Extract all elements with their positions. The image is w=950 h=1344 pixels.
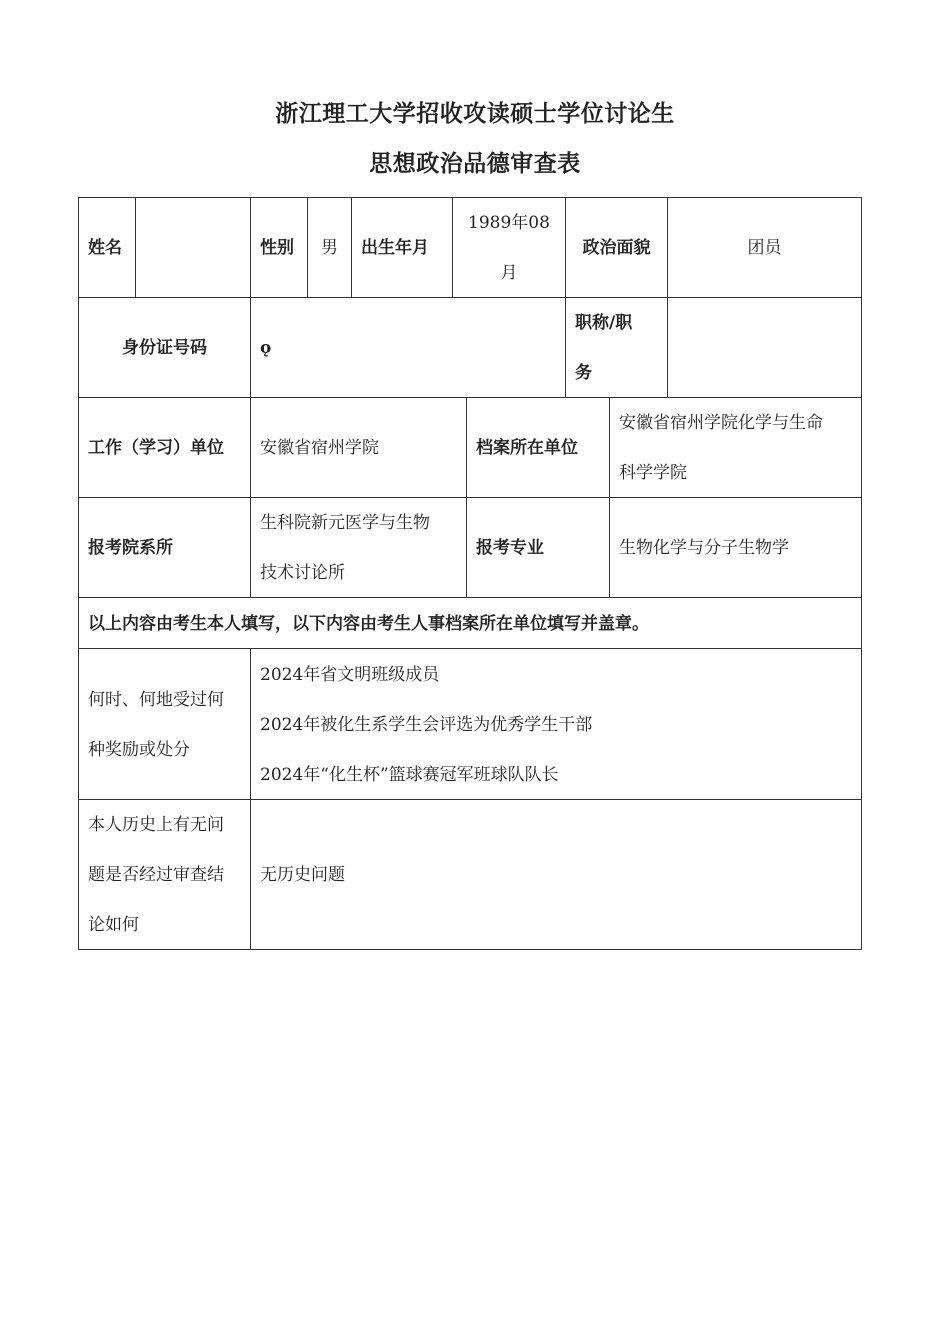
job-title-value bbox=[667, 298, 862, 398]
major-label: 报考专业 bbox=[466, 498, 609, 598]
history-label bbox=[78, 800, 250, 950]
gender-label: 性别 bbox=[250, 198, 307, 298]
department-value-line1: 生科院新元医学与生物 bbox=[260, 513, 430, 533]
archive-unit-value bbox=[609, 398, 862, 498]
history-value: 无历史问题 bbox=[250, 800, 862, 950]
archive-unit-value-line1: 安徽省宿州学院化学与生命 bbox=[619, 413, 823, 433]
job-title-label-line1: 职称/职 bbox=[575, 313, 633, 333]
row-awards bbox=[78, 648, 862, 800]
history-label-line3: 论如何 bbox=[88, 915, 139, 935]
birth-value-line1: 1989年08 bbox=[468, 213, 550, 233]
form-subtitle: 思想政治品德审查表 bbox=[369, 150, 581, 177]
birth-value-line2: 月 bbox=[500, 263, 518, 283]
awards-list bbox=[250, 649, 862, 800]
job-title-label bbox=[565, 298, 667, 398]
job-title-label-line2: 务 bbox=[575, 363, 592, 383]
award-item: 2024年被化生系学生会评选为优秀学生干部 bbox=[260, 714, 593, 735]
birth-value bbox=[452, 198, 565, 298]
work-unit-label: 工作（学习）单位 bbox=[78, 398, 250, 498]
table-bottom-border bbox=[78, 949, 862, 950]
history-label-line1: 本人历史上有无问 bbox=[88, 815, 224, 835]
form-title: 浙江理工大学招收攻读硕士学位讨论生 bbox=[275, 100, 675, 127]
awards-label-line1: 何时、何地受过何 bbox=[88, 689, 224, 710]
id-value: ǫ bbox=[250, 298, 565, 398]
row-application bbox=[78, 497, 862, 598]
work-unit-value: 安徽省宿州学院 bbox=[250, 398, 466, 498]
birth-label: 出生年月 bbox=[351, 198, 452, 298]
row-instruction bbox=[78, 597, 862, 649]
history-label-line2: 题是否经过审查结 bbox=[88, 865, 224, 885]
row-basic-info bbox=[78, 197, 862, 298]
row-work-unit bbox=[78, 397, 862, 498]
awards-label-line2: 种奖励或处分 bbox=[88, 739, 190, 760]
major-value: 生物化学与分子生物学 bbox=[609, 498, 862, 598]
gender-value: 男 bbox=[307, 198, 351, 298]
archive-unit-value-line2: 科学学院 bbox=[619, 463, 687, 483]
name-label: 姓名 bbox=[78, 198, 135, 298]
row-history bbox=[78, 799, 862, 950]
department-label: 报考院系所 bbox=[78, 498, 250, 598]
department-value bbox=[250, 498, 466, 598]
department-value-line2: 技术讨论所 bbox=[260, 563, 345, 583]
political-value: 团员 bbox=[667, 198, 862, 298]
award-item: 2024年“化生杯”篮球赛冠军班球队队长 bbox=[260, 764, 559, 785]
instruction-note: 以上内容由考生本人填写，以下内容由考生人事档案所在单位填写并盖章。 bbox=[78, 598, 862, 649]
awards-label bbox=[78, 649, 250, 800]
archive-unit-label: 档案所在单位 bbox=[466, 398, 609, 498]
award-item: 2024年省文明班级成员 bbox=[260, 664, 440, 685]
row-id-number bbox=[78, 297, 862, 398]
id-label: 身份证号码 bbox=[78, 298, 250, 398]
name-value bbox=[135, 198, 250, 298]
political-label: 政治面貌 bbox=[565, 198, 667, 298]
